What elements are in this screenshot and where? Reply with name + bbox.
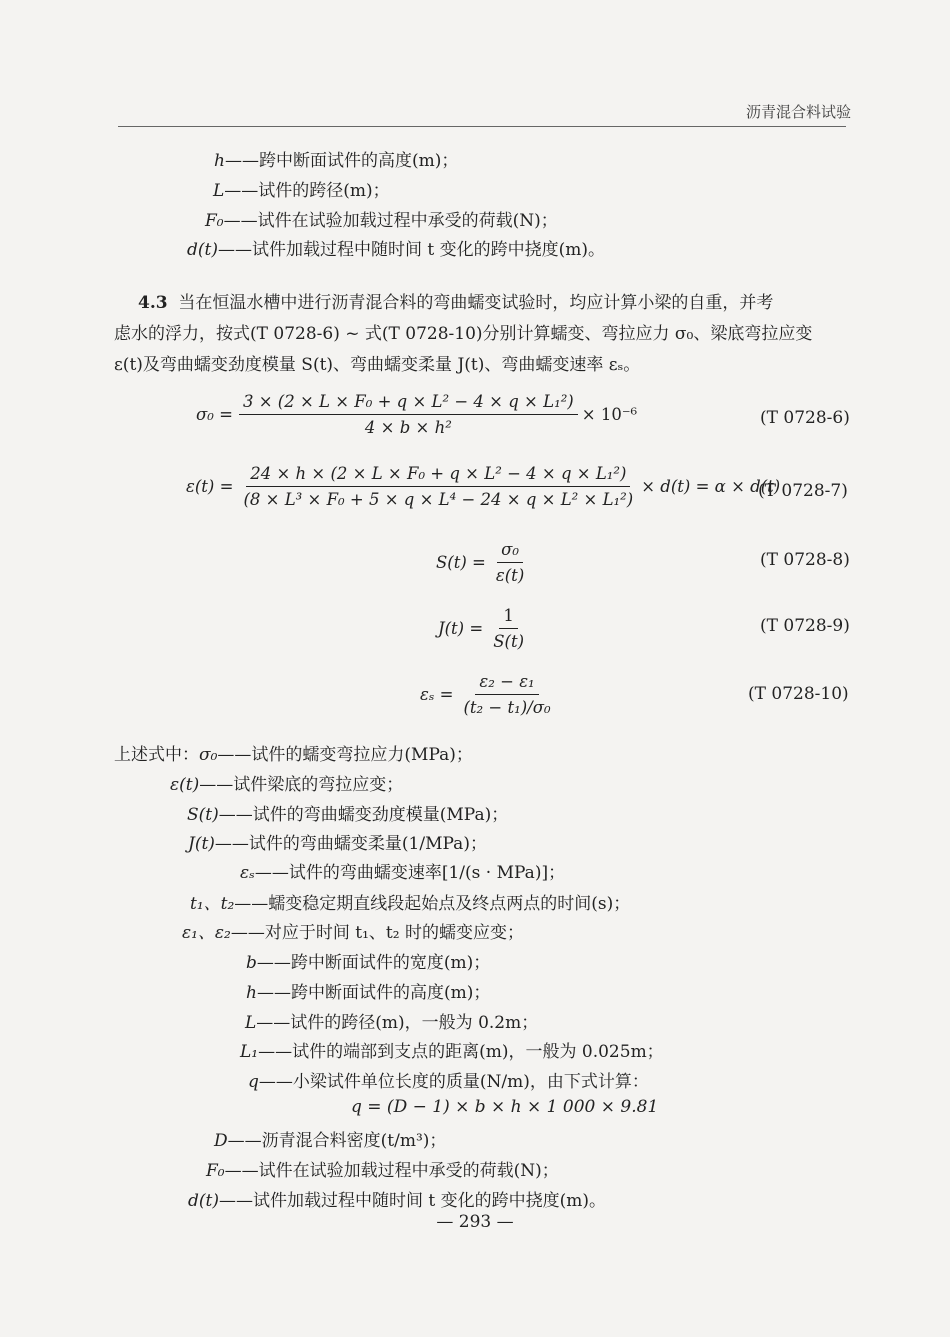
fraction — [492, 540, 528, 585]
def-row — [190, 889, 630, 914]
section-paragraph — [114, 288, 848, 381]
def-text: ——蠕变稳定期直线段起始点及终点两点的时间(s)； — [234, 894, 631, 914]
def-row — [170, 770, 403, 795]
paragraph-line: 虑水的浮力，按式(T 0728-6) ~ 式(T 0728-10)分别计算蠕变、弯拉应力 σ₀、梁底弯拉应变 — [114, 324, 813, 344]
equation-number: (T 0728-9) — [760, 616, 850, 636]
equation-lhs: J(t) = — [438, 619, 484, 638]
equation-t0728-7 — [186, 464, 780, 509]
section-number: 4.3 — [138, 293, 168, 313]
equation-t0728-9 — [438, 606, 528, 651]
def-row — [188, 1186, 606, 1211]
page-number: — 293 — — [436, 1212, 514, 1232]
def-symbol: b — [246, 953, 257, 973]
def-row — [206, 1156, 559, 1181]
def-row — [240, 858, 565, 883]
def-symbol: d(t) — [188, 1191, 219, 1211]
fraction-denominator: 4 × b × h² — [364, 418, 452, 437]
def-row — [182, 918, 524, 943]
def-symbol: ε(t) — [170, 775, 200, 795]
def-text: ——试件的跨径(m)； — [224, 181, 390, 201]
def-text: ——对应于时间 t₁、t₂ 时的蠕变应变； — [230, 923, 524, 943]
def-text: ——试件的蠕变弯拉应力(MPa)； — [217, 745, 473, 765]
def-text: ——试件的端部到支点的距离(m)，一般为 0.025m； — [258, 1042, 664, 1062]
fraction — [239, 464, 637, 509]
def-text: ——小梁试件单位长度的质量(N/m)，由下式计算： — [258, 1072, 649, 1092]
fraction-denominator: (8 × L³ × F₀ + 5 × q × L⁴ − 24 × q × L² × L₁²) — [243, 490, 634, 509]
def-row — [245, 1008, 538, 1033]
def-text: ——跨中断面试件的宽度(m)； — [256, 953, 491, 973]
def-text: ——试件加载过程中随时间 t 变化的跨中挠度(m)。 — [218, 1191, 607, 1211]
equation-tail: × 10⁻⁶ — [581, 405, 638, 424]
def-text: ——沥青混合料密度(t/m³)； — [227, 1131, 447, 1151]
def-symbol: h — [246, 983, 257, 1003]
def-symbol: σ₀ — [199, 745, 218, 765]
def-text: ——试件梁底的弯拉应变； — [199, 775, 404, 795]
def-symbol: q — [248, 1072, 259, 1092]
def-text: ——试件的弯曲蠕变速率[1/(s · MPa)]； — [254, 863, 566, 883]
equation-tail: × d(t) = α × d(t) — [641, 477, 781, 496]
def-text: ——跨中断面试件的高度(m)； — [256, 983, 491, 1003]
paragraph-line: 当在恒温水槽中进行沥青混合料的弯曲蠕变试验时，均应计算小梁的自重，并考 — [178, 293, 774, 313]
equation-t0728-8 — [436, 540, 528, 585]
running-header-title: 沥青混合料试验 — [746, 103, 852, 121]
def-row — [246, 948, 490, 973]
def-row — [214, 146, 458, 171]
def-row — [214, 1126, 446, 1151]
def-symbol: D — [214, 1131, 228, 1151]
def-text: ——试件的弯曲蠕变劲度模量(MPa)； — [218, 805, 509, 825]
def-text: ——试件的弯曲蠕变柔量(1/MPa)； — [214, 834, 487, 854]
def-text: ——跨中断面试件的高度(m)； — [224, 151, 459, 171]
def-row — [246, 978, 490, 1003]
def-row — [248, 1067, 649, 1092]
def-text: ——试件在试验加载过程中承受的荷载(N)； — [224, 1161, 559, 1181]
def-text: ——试件的跨径(m)，一般为 0.2m； — [256, 1013, 539, 1033]
def-symbol: F₀ — [205, 211, 224, 231]
def-row — [205, 206, 558, 231]
def-symbol: ε₁、ε₂ — [182, 923, 231, 943]
def-symbol: d(t) — [187, 240, 218, 260]
equation-number: (T 0728-6) — [760, 408, 850, 428]
fraction — [459, 672, 554, 717]
fraction-numerator: 24 × h × (2 × L × F₀ + q × L² − 4 × q × L₁²) — [246, 464, 630, 487]
fraction-numerator: σ₀ — [497, 540, 523, 563]
def-row — [240, 1037, 664, 1062]
def-symbol: J(t) — [188, 834, 215, 854]
equation-number: (T 0728-7) — [758, 481, 848, 501]
equation-number: (T 0728-8) — [760, 550, 850, 570]
fraction — [489, 606, 528, 651]
def-symbol: S(t) — [187, 805, 219, 825]
fraction-numerator: ε₂ − ε₁ — [475, 672, 538, 695]
def-text: ——试件在试验加载过程中承受的荷载(N)； — [223, 211, 558, 231]
equation-lhs: σ₀ = — [196, 405, 233, 424]
equation-t0728-6 — [196, 392, 637, 437]
equation-lhs: S(t) = — [436, 553, 486, 572]
fraction-numerator: 1 — [499, 606, 518, 629]
def-symbol: t₁、t₂ — [190, 894, 235, 914]
equation-lhs: εₛ = — [420, 685, 454, 704]
def-symbol: L — [213, 181, 225, 201]
paragraph-line: ε(t)及弯曲蠕变劲度模量 S(t)、弯曲蠕变柔量 J(t)、弯曲蠕变速率 εₛ。 — [114, 355, 641, 375]
fraction-denominator: ε(t) — [495, 566, 525, 585]
equation-t0728-10 — [420, 672, 555, 717]
def-symbol: L₁ — [240, 1042, 259, 1062]
fraction-numerator: 3 × (2 × L × F₀ + q × L² − 4 × q × L₁²) — [239, 392, 578, 415]
def-row — [213, 176, 390, 201]
def-row — [187, 235, 605, 260]
header-rule — [118, 126, 846, 127]
equation-lhs: ε(t) = — [186, 477, 234, 496]
where-intro-row — [114, 740, 473, 765]
def-symbol: L — [245, 1013, 257, 1033]
def-symbol: F₀ — [206, 1161, 225, 1181]
def-symbol: εₛ — [240, 863, 255, 883]
def-text: ——试件加载过程中随时间 t 变化的跨中挠度(m)。 — [217, 240, 606, 260]
fraction — [239, 392, 578, 437]
where-intro: 上述式中： — [114, 745, 199, 765]
def-row — [187, 800, 508, 825]
fraction-denominator: (t₂ − t₁)/σ₀ — [463, 698, 551, 717]
def-row — [188, 829, 487, 854]
def-symbol: h — [214, 151, 225, 171]
fraction-denominator: S(t) — [493, 632, 525, 651]
equation-number: (T 0728-10) — [748, 684, 849, 704]
mass-formula: q = (D − 1) × b × h × 1 000 × 9.81 — [351, 1097, 659, 1117]
